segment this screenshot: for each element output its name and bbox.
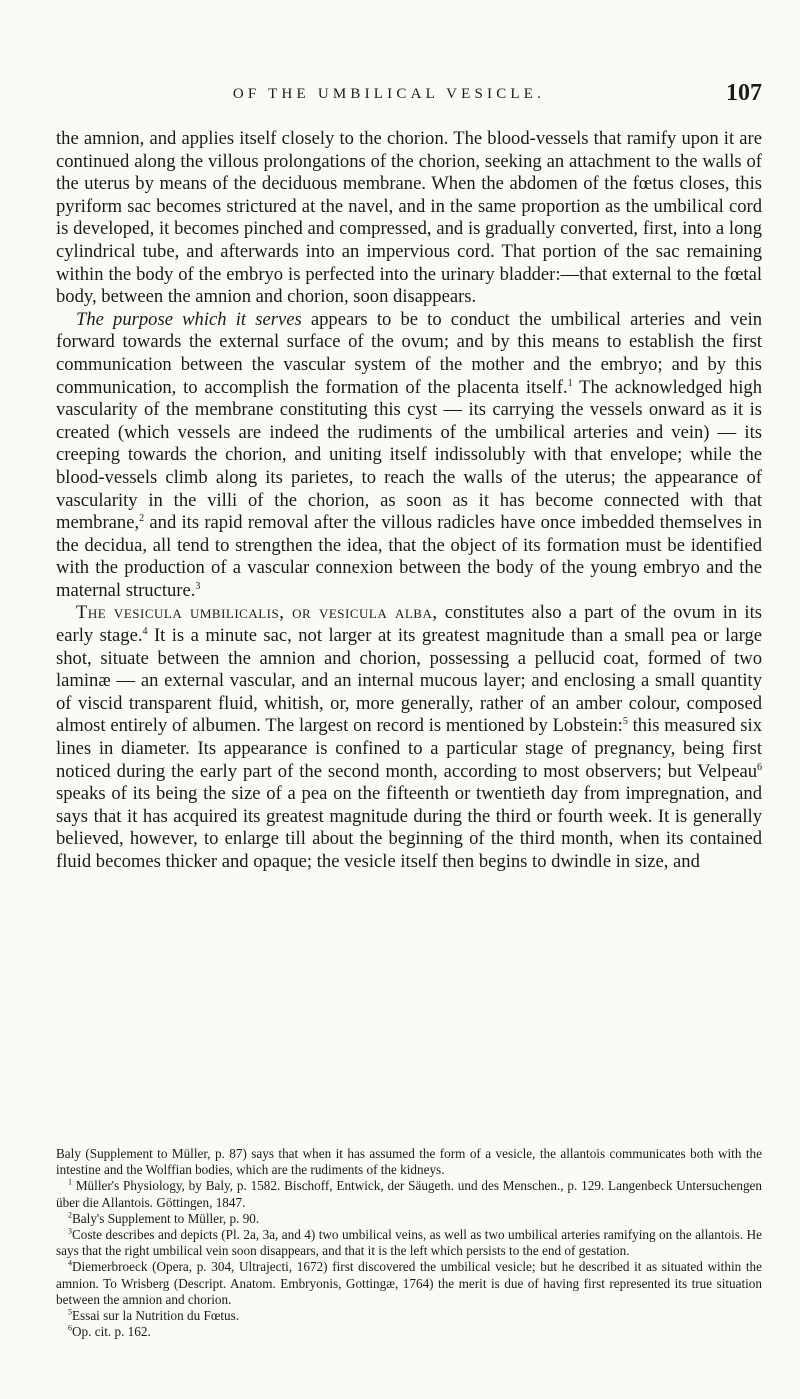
footnote-mark-6[interactable]: 6 [757,761,762,773]
footnote-5-text: Essai sur la Nutrition du Fœtus. [72,1308,240,1324]
footnote-1-mark: 1 [68,1178,72,1188]
footnote-1 [56,1178,762,1210]
footnote-3 [56,1227,762,1259]
footnote-mark-5[interactable]: 5 [622,716,628,728]
footnote-3-text: Coste describes and depicts (Pl. 2a, 3a, and 4) two umbilical veins, as well as two umbilical arteries ramifying on the allantois. He says that the right umbilical vein soon disappears, and that it is the left which persists to the end of gestation. [56,1227,762,1259]
footnote-2 [56,1211,762,1227]
footnote-mark-4[interactable]: 4 [142,625,148,637]
paragraph-1 [56,128,762,309]
paragraph-2 [56,309,762,603]
footnotes [56,1146,762,1340]
paragraph-3-lead: The vesicula umbilicalis, or vesicula alba, [76,602,438,624]
footnote-5-mark: 5 [68,1307,72,1317]
footnote-4 [56,1259,762,1308]
main-text [56,128,762,874]
page-number: 107 [726,80,762,106]
paragraph-3 [56,602,762,873]
paragraph-3-text-c: this measured six lines in diameter. Its appearance is confined to a particular stage of pregnancy, being first noticed during the early part of the second month, according to most observers; but Velpeau [56,715,762,782]
footnote-2-mark: 2 [68,1210,72,1220]
paragraph-3-text-b: It is a minute sac, not larger at its greatest magnitude than a small pea or large shot, situate between the amnion and chorion, possessing a pellucid coat, formed of two laminæ — an external vascular, and an internal mucous layer; and enclosing a small quantity of viscid transparent fluid, whitish, or, more generally, rather of an amber colour, composed almost entirely of albumen. The largest on record is mentioned by Lobstein: [56,625,763,737]
running-title: OF THE UMBILICAL VESICLE. [232,86,546,102]
footnote-mark-1[interactable]: 1 [567,377,573,389]
footnote-mark-3[interactable]: 3 [195,580,201,592]
footnote-continued: Baly (Supplement to Müller, p. 87) says that when it has assumed the form of a vesicle, the allantois communicates both with the intestine and the Wolffian bodies, which are the rudiments of the kidneys. [56,1146,762,1178]
footnote-6-text: Op. cit. p. 162. [72,1324,151,1340]
footnote-4-mark: 4 [68,1259,72,1269]
paragraph-2-text-c: and its rapid removal after the villous radicles have once imbedded themselves in the decidua, all tend to strengthen the idea, that the object of its formation must be identified with the production of a vascular connexion between the body of the young embryo and the maternal structure. [56,512,762,601]
paragraph-2-text-b: The acknowledged high vascularity of the membrane constituting this cyst — its carrying the vessels onward as it is created (which vessels are indeed the rudiments of the umbilical arteries and vein) — its creeping towards the chorion, and uniting itself indissolubly with that envelope; while the blood-vessels climb along its parietes, to reach the walls of the uterus; the appearance of vascularity in the villi of the chorion, as soon as it has become connected with that membrane, [56,376,762,534]
paragraph-3-text-d: speaks of its being the size of a pea on the fifteenth or twentieth day from impregnation, and says that it has acquired its greatest magnitude during the third or fourth week. It is generally believed, however, to enlarge till about the beginning of the third month, when its contained fluid becomes thicker and opaque; the vesicle itself then begins to dwindle in size, and [56,783,762,872]
footnote-6 [56,1324,762,1340]
paragraph-1-text: the amnion, and applies itself closely to the chorion. The blood-vessels that ramify upon it are continued along the villous prolongations of the chorion, seeking an attachment to the walls of the uterus by means of the deciduous membrane. When the abdomen of the fœtus closes, this pyriform sac becomes strictured at the navel, and in the same proportion as the umbilical cord is developed, it becomes pinched and compressed, and is gradually converted, first, into a long cylindrical tube, and afterwards into an impervious cord. That portion of the sac remaining within the body of the embryo is perfected into the urinary bladder:—that external to the fœtal body, between the amnion and chorion, soon disappears. [56,128,762,308]
footnote-1-text: Müller's Physiology, by Baly, p. 1582. Bischoff, Entwick, der Säugeth. und des Menschen., p. 129. Langenbeck Untersuchengen über die Allantois. Göttingen, 1847. [56,1178,762,1210]
paragraph-2-text-a: appears to be to conduct the umbilical arteries and vein forward towards the external surface of the ovum; and by this means to establish the first communication between the vascular system of the mother and the embryo; and by this communication, to accomplish the formation of the placenta itself. [56,308,763,398]
footnote-mark-2[interactable]: 2 [139,512,145,524]
footnote-3-mark: 3 [68,1226,72,1236]
paragraph-2-lead: The purpose which it serves [76,308,302,330]
footnote-2-text: Baly's Supplement to Müller, p. 90. [72,1210,260,1226]
footnote-5 [56,1308,762,1324]
paragraph-3-text-a: constitutes also a part of the ovum in its early stage. [56,602,762,647]
footnote-4-text: Diemerbroeck (Opera, p. 304, Ultrajecti, 1672) first discovered the umbilical vesicle; but he described it as situated within the amnion. To Wrisberg (Descript. Anatom. Embryonis, Gottingæ, 1764) the merit is due of having first represented its true situation between the amnion and chorion. [56,1259,762,1307]
footnote-6-mark: 6 [68,1323,72,1333]
